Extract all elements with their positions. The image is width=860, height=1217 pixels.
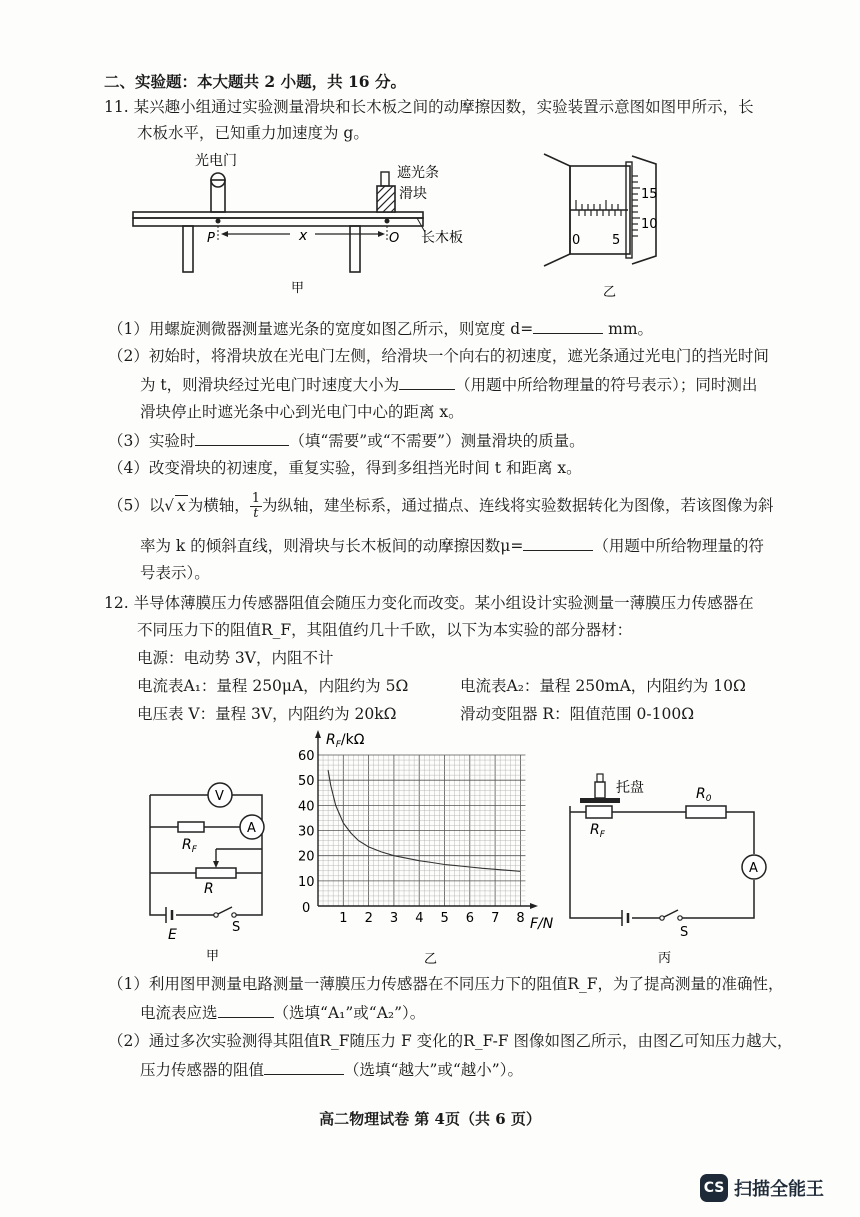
answer-blank-resistance[interactable] <box>264 1059 344 1075</box>
chart-ylabel: $R_F/k\Omega$ <box>326 732 365 750</box>
q11-part2-line3: 滑块停止时遮光条中心到光电门中心的距离 x。 <box>140 403 464 421</box>
x-tick-label: 5 <box>440 911 449 926</box>
page-footer: 高二物理试卷 第 4页（共 6 页） <box>319 1110 541 1128</box>
x-tick-label: 3 <box>389 911 399 926</box>
q12-stem-line1: 12. 半导体薄膜压力传感器阻值会随压力变化而改变。某小组设计实验测量一薄膜压力传感器在 <box>104 594 754 612</box>
point-o-label: O <box>389 231 400 246</box>
y-tick-label: 50 <box>298 774 315 790</box>
q11-part5-line2: 率为 k 的倾斜直线，则滑块与长木板间的动摩擦因数μ= （用题中所给物理量的符 <box>140 537 764 555</box>
section-title: 二、实验题：本大题共 2 小题，共 16 分。 <box>104 72 406 91</box>
q11-stem-line1: 11. 某兴趣小组通过实验测量滑块和长木板之间的动摩擦因数，实验装置示意图如图甲所示，长 <box>104 98 754 116</box>
switch2-label: S <box>680 925 689 940</box>
micrometer-5-label: 5 <box>612 233 621 248</box>
fraction-1-over-t: $\frac{1}{t}$ <box>251 491 260 521</box>
x-tick-label: 6 <box>465 911 475 926</box>
y-tick-label: 20 <box>298 849 315 865</box>
equipment-power: 电源：电动势 3V，内阻不计 <box>137 649 334 667</box>
shade-strip-label: 遮光条 <box>397 165 439 181</box>
q11-part5-line1: （5）以√ x 为横轴， $\frac{1}{t}$ 为纵轴，建坐标系，通过描点、连线将实验数据转化为图像，若该图像为斜 <box>108 491 774 521</box>
ammeter2-label: A <box>749 861 758 876</box>
q11-part5-line3: 号表示）。 <box>140 564 210 582</box>
q11-figure-jia <box>125 148 480 298</box>
q11-part4: （4）改变滑块的初速度，重复实验，得到多组挡光时间 t 和距离 x。 <box>108 459 582 477</box>
q11-part1: （1）用螺旋测微器测量遮光条的宽度如图乙所示，则宽度 d= mm。 <box>108 320 654 338</box>
micrometer-10-label: 10 <box>641 217 658 232</box>
y-tick-label: 40 <box>298 799 315 815</box>
distance-x-label: x <box>299 228 308 244</box>
chart-origin-label: 0 <box>302 901 311 916</box>
scanner-logo-text: 扫描全能王 <box>734 1179 824 1200</box>
micrometer-0-label: 0 <box>572 233 581 248</box>
voltmeter-label: V <box>215 789 224 804</box>
q11-part2-line1: （2）初始时，将滑块放在光电门左侧，给滑块一个向右的初速度，遮光条通过光电门的挡光时间 <box>108 347 769 365</box>
y-tick-label: 30 <box>298 824 315 840</box>
q12-part2-line1: （2）通过多次实验测得其阻值R_F随压力 F 变化的R_F-F 图像如图乙所示，由图乙可知压力越大， <box>108 1032 793 1050</box>
chart-xlabel: F/N <box>530 916 554 932</box>
rheostat-label: R <box>204 881 214 897</box>
light-gate-label: 光电门 <box>195 153 237 169</box>
rf2-label: $R_F$ <box>590 822 605 840</box>
y-tick-label: 60 <box>298 749 315 765</box>
chart-caption: 乙 <box>424 952 438 967</box>
q12-figure-bing-circuit <box>562 768 782 968</box>
q12-figure-yi-chart <box>290 728 565 973</box>
equipment-voltmeter: 电压表 V：量程 3V，内阻约为 20kΩ <box>137 705 397 723</box>
x-tick-label: 8 <box>516 911 525 926</box>
x-tick-label: 2 <box>364 911 373 926</box>
answer-blank-ammeter[interactable] <box>218 1002 274 1018</box>
x-tick-label: 7 <box>491 911 500 926</box>
q12-part2-line2: 压力传感器的阻值 （选填“越大”或“越小”）。 <box>140 1061 523 1079</box>
rf-label: $R_F$ <box>182 837 197 855</box>
fig-bing-caption: 丙 <box>658 951 672 966</box>
q11-part2-line2: 为 t，则滑块经过光电门时速度大小为 （用题中所给物理量的符号表示）；同时测出 <box>140 376 758 394</box>
micrometer-15-label: 15 <box>641 187 658 202</box>
q12-part1-line1: （1）利用图甲测量电路测量一薄膜压力传感器在不同压力下的阻值R_F，为了提高测量的准确性， <box>108 975 784 993</box>
q12-part1-line2: 电流表应选 （选填“A₁”或“A₂”）。 <box>140 1004 426 1022</box>
fig-jia-caption: 甲 <box>291 281 305 296</box>
q12-stem-line2: 不同压力下的阻值R_F，其阻值约几十千欧，以下为本实验的部分器材： <box>137 621 633 639</box>
q11-stem-line2: 木板水平，已知重力加速度为 g。 <box>137 124 369 142</box>
chart-tick-labels <box>298 749 525 926</box>
x-tick-label: 1 <box>339 911 348 926</box>
answer-blank-mass[interactable] <box>195 430 289 446</box>
answer-blank-d[interactable] <box>533 318 603 334</box>
y-axis-arrow <box>315 730 321 738</box>
r0-label: $R_0$ <box>696 786 712 804</box>
board-label: 长木板 <box>421 230 463 246</box>
x-axis-arrow <box>530 903 538 909</box>
equipment-a1: 电流表A₁：量程 250μA，内阻约为 5Ω <box>137 677 409 695</box>
tray-label: 托盘 <box>616 780 644 796</box>
answer-blank-speed[interactable] <box>399 374 455 390</box>
cs-logo-icon: CS <box>700 1174 728 1202</box>
fig-jia2-caption: 甲 <box>206 949 220 964</box>
q12-figure-jia-circuit <box>138 775 288 965</box>
equipment-a2: 电流表A₂：量程 250mA，内阻约为 10Ω <box>460 677 746 695</box>
answer-blank-mu[interactable] <box>523 535 593 551</box>
q11-figure-yi-micrometer <box>540 150 690 300</box>
emf-label: E <box>168 927 177 943</box>
fig-yi-caption: 乙 <box>603 285 617 300</box>
scanner-logo <box>700 1174 824 1202</box>
equipment-rheostat: 滑动变阻器 R：阻值范围 0-100Ω <box>460 705 695 723</box>
q11-part3: （3）实验时 （填“需要”或“不需要”）测量滑块的质量。 <box>108 432 585 450</box>
y-tick-label: 10 <box>298 874 315 890</box>
point-p-label: P <box>207 231 215 246</box>
slider-label: 滑块 <box>399 186 427 202</box>
x-tick-label: 4 <box>415 911 424 926</box>
switch-label: S <box>232 920 241 935</box>
ammeter-label: A <box>247 821 256 836</box>
